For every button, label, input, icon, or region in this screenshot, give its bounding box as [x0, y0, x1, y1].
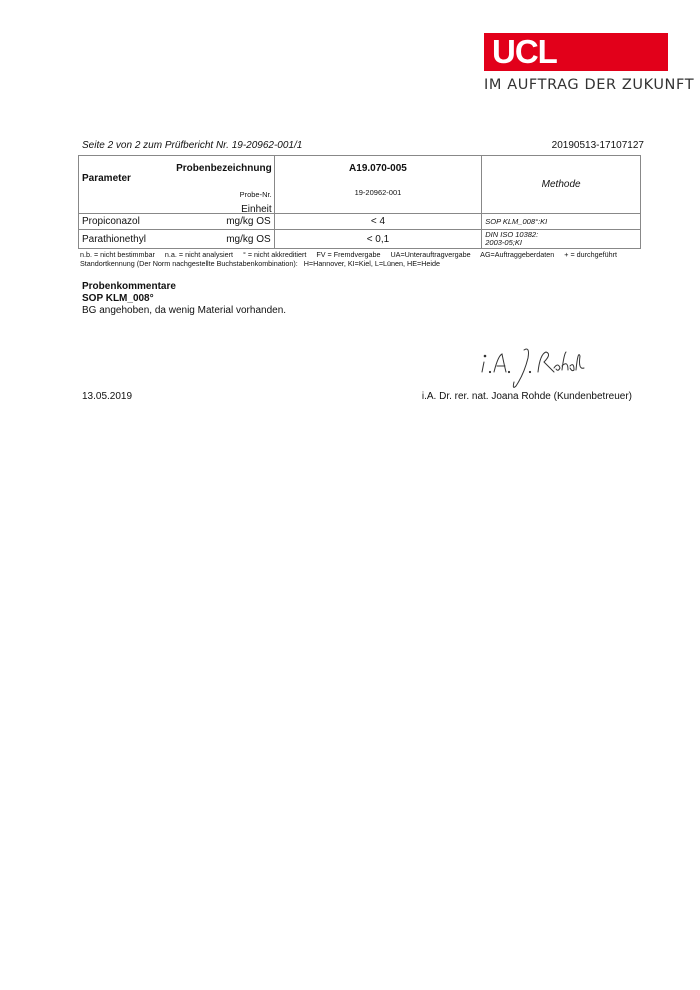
method-cell [482, 230, 641, 249]
ucl-logo [484, 33, 668, 71]
param-name: Propiconazol [82, 216, 140, 227]
unit-label: Einheit [241, 204, 272, 215]
method-label: Methode [482, 156, 641, 214]
report-id: 20190513-17107127 [551, 140, 644, 151]
page-info: Seite 2 von 2 zum Prüfbericht Nr. 19-20962-001/1 [82, 140, 303, 151]
table-row [79, 230, 641, 249]
value-cell: < 4 [274, 214, 482, 230]
legend-line-1: n.b. = nicht bestimmbar n.a. = nicht analysiert ° = nicht akkreditiert FV = Fremdvergabe UA=Unterauftragvergabe AG=Auftraggeberdaten + = durchgeführt [80, 250, 618, 259]
param-cell [79, 214, 275, 230]
comments-title: Probenkommentare [82, 281, 176, 292]
handwritten-signature [478, 342, 588, 395]
header-left-cell [79, 156, 275, 214]
table-row [79, 214, 641, 230]
param-unit: mg/kg OS [226, 233, 271, 245]
comments-section [82, 281, 286, 317]
parameter-label: Parameter [82, 173, 131, 184]
report-date: 13.05.2019 [82, 391, 133, 402]
legend-line-2: Standortkennung (Der Norm nachgestellte Buchstabenkombination): H=Hannover, KI=Kiel, L=Lünen, HE=Heide [80, 258, 440, 268]
param-name: Parathionethyl [82, 233, 146, 245]
signer-name: i.A. Dr. rer. nat. Joana Rohde (Kundenbetreuer) [421, 391, 632, 402]
method-line-1: DIN ISO 10382: [485, 229, 539, 239]
logo-text: UCL [492, 33, 557, 70]
results-table [78, 155, 641, 249]
value-cell: < 0,1 [274, 230, 482, 249]
comments-sop: SOP KLM_008° [82, 293, 154, 304]
sample-no: 19-20962-001 [354, 188, 402, 197]
header-sample-cell [274, 156, 482, 214]
comments-text: BG angehoben, da wenig Material vorhanden. [82, 305, 287, 316]
sample-designation: A19.070-005 [349, 163, 407, 174]
sample-no-label: Probe-Nr. [239, 190, 272, 199]
param-cell [79, 230, 275, 249]
logo-tagline: IM AUFTRAG DER ZUKUNFT [484, 77, 695, 93]
method-cell: SOP KLM_008°:KI [482, 214, 641, 230]
param-unit: mg/kg OS [226, 216, 271, 227]
legend [80, 251, 617, 268]
method-line-2: 2003-05;KI [485, 238, 522, 247]
table-header-row [79, 156, 641, 214]
sample-designation-label: Probenbezeichnung [176, 163, 272, 174]
